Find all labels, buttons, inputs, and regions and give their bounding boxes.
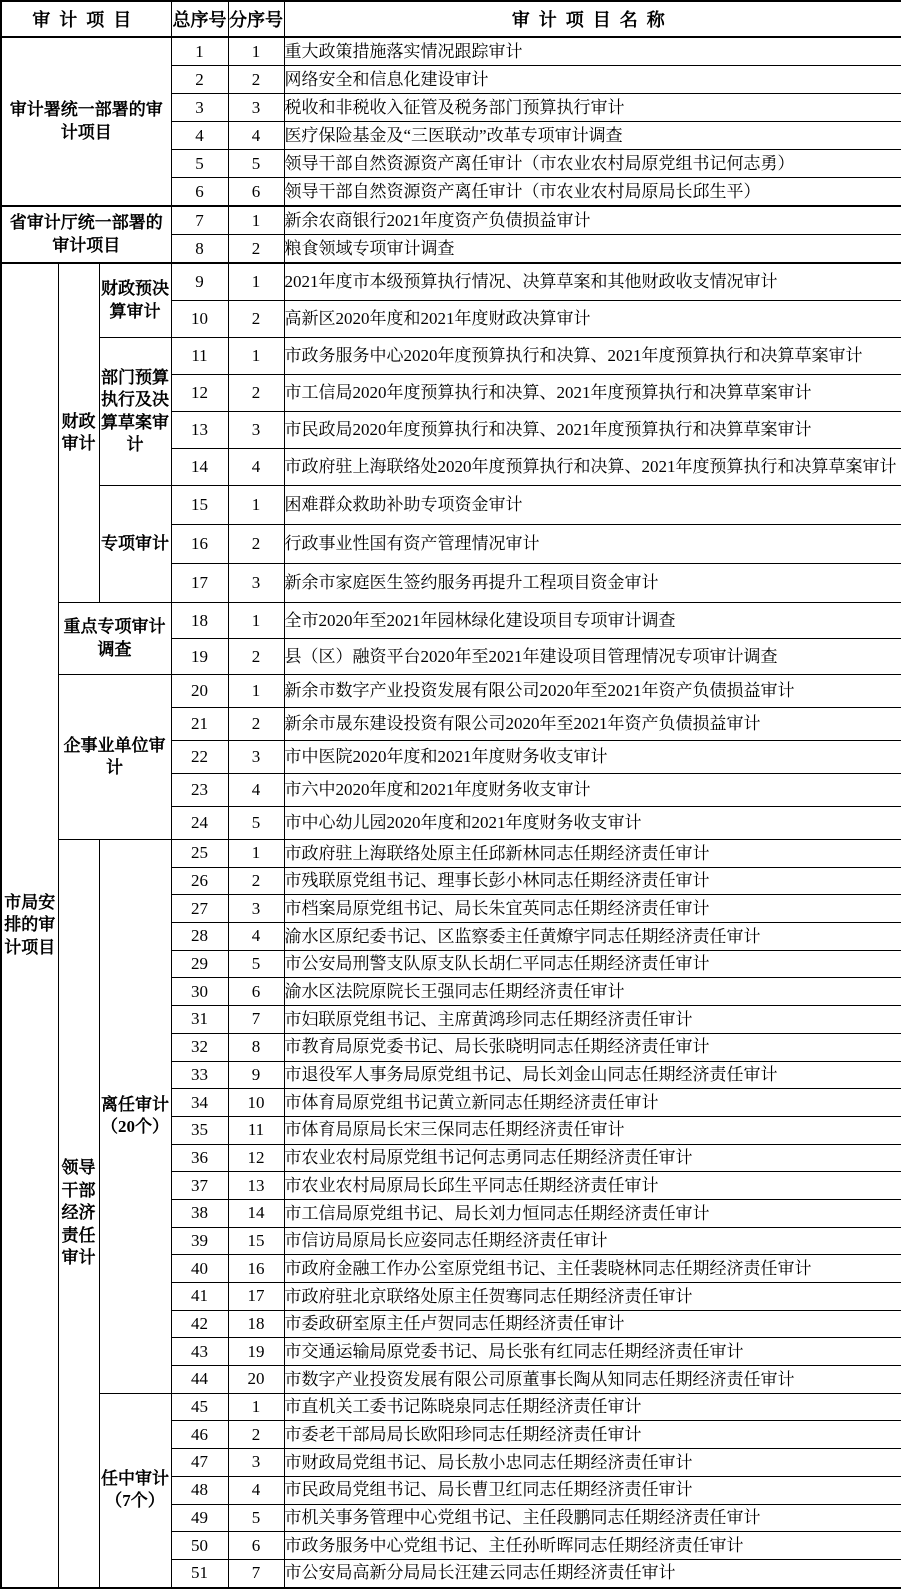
total-no-cell: 32 bbox=[171, 1033, 228, 1061]
project-name-cell: 网络安全和信息化建设审计 bbox=[284, 66, 901, 94]
header-total-no: 总序号 bbox=[171, 1, 228, 37]
sub-no-cell: 6 bbox=[228, 178, 284, 207]
total-no-cell: 11 bbox=[171, 338, 228, 375]
project-name-cell: 市农业农村局原党组书记何志勇同志任期经济责任审计 bbox=[284, 1144, 901, 1172]
total-no-cell: 43 bbox=[171, 1338, 228, 1366]
total-no-cell: 45 bbox=[171, 1393, 228, 1421]
sub-no-cell: 5 bbox=[228, 807, 284, 840]
project-name-cell: 市数字产业投资发展有限公司原董事长陶从知同志任期经济责任审计 bbox=[284, 1366, 901, 1394]
sub-no-cell: 9 bbox=[228, 1061, 284, 1089]
total-no-cell: 23 bbox=[171, 774, 228, 807]
table-row bbox=[1, 37, 901, 66]
total-no-cell: 26 bbox=[171, 867, 228, 895]
header-row bbox=[1, 1, 901, 37]
group-cell-dept-budget: 部门预算执行及决算草案审计 bbox=[99, 338, 171, 486]
project-name-cell: 市委政研室原主任卢贺同志任期经济责任审计 bbox=[284, 1310, 901, 1338]
group-cell-enterprise-institution: 企事业单位审计 bbox=[58, 675, 171, 840]
sub-no-cell: 5 bbox=[228, 1504, 284, 1532]
sub-no-cell: 1 bbox=[228, 206, 284, 235]
project-name-cell: 市中医院2020年度和2021年度财务收支审计 bbox=[284, 741, 901, 774]
total-no-cell: 25 bbox=[171, 840, 228, 868]
sub-no-cell: 20 bbox=[228, 1366, 284, 1394]
sub-no-cell: 19 bbox=[228, 1338, 284, 1366]
sub-no-cell: 1 bbox=[228, 603, 284, 639]
project-name-cell: 新余市家庭医生签约服务再提升工程项目资金审计 bbox=[284, 564, 901, 603]
total-no-cell: 44 bbox=[171, 1366, 228, 1394]
total-no-cell: 35 bbox=[171, 1116, 228, 1144]
total-no-cell: 10 bbox=[171, 301, 228, 338]
group-cell-special-audit: 专项审计 bbox=[99, 486, 171, 603]
total-no-cell: 31 bbox=[171, 1006, 228, 1034]
sub-no-cell: 3 bbox=[228, 741, 284, 774]
sub-no-cell: 2 bbox=[228, 639, 284, 675]
sub-no-cell: 6 bbox=[228, 1532, 284, 1560]
group-cell-key-special-investigation: 重点专项审计调查 bbox=[58, 603, 171, 675]
total-no-cell: 21 bbox=[171, 708, 228, 741]
project-name-cell: 市退役军人事务局原党组书记、局长刘金山同志任期经济责任审计 bbox=[284, 1061, 901, 1089]
sub-no-cell: 2 bbox=[228, 66, 284, 94]
project-name-cell: 市交通运输局原党委书记、局长张有红同志任期经济责任审计 bbox=[284, 1338, 901, 1366]
total-no-cell: 28 bbox=[171, 923, 228, 951]
project-name-cell: 市财政局党组书记、局长敖小忠同志任期经济责任审计 bbox=[284, 1449, 901, 1477]
group-cell-budget-final-accounts: 财政预决算审计 bbox=[99, 263, 171, 338]
total-no-cell: 3 bbox=[171, 94, 228, 122]
project-name-cell: 市工信局原党组书记、局长刘力恒同志任期经济责任审计 bbox=[284, 1199, 901, 1227]
project-name-cell: 市政府驻北京联络处原主任贺骞同志任期经济责任审计 bbox=[284, 1283, 901, 1311]
total-no-cell: 6 bbox=[171, 178, 228, 207]
project-name-cell: 市妇联原党组书记、主席黄鸿珍同志任期经济责任审计 bbox=[284, 1006, 901, 1034]
project-name-cell: 渝水区原纪委书记、区监察委主任黄燎宇同志任期经济责任审计 bbox=[284, 923, 901, 951]
sub-no-cell: 11 bbox=[228, 1116, 284, 1144]
sub-no-cell: 2 bbox=[228, 708, 284, 741]
sub-no-cell: 12 bbox=[228, 1144, 284, 1172]
total-no-cell: 13 bbox=[171, 412, 228, 449]
total-no-cell: 16 bbox=[171, 525, 228, 564]
total-no-cell: 40 bbox=[171, 1255, 228, 1283]
total-no-cell: 9 bbox=[171, 263, 228, 301]
sub-no-cell: 13 bbox=[228, 1172, 284, 1200]
group-cell-national: 审计署统一部署的审计项目 bbox=[1, 37, 171, 206]
project-name-cell: 领导干部自然资源资产离任审计（市农业农村局原局长邱生平） bbox=[284, 178, 901, 207]
total-no-cell: 12 bbox=[171, 375, 228, 412]
total-no-cell: 18 bbox=[171, 603, 228, 639]
total-no-cell: 33 bbox=[171, 1061, 228, 1089]
sub-no-cell: 1 bbox=[228, 486, 284, 525]
project-name-cell: 医疗保险基金及“三医联动”改革专项审计调查 bbox=[284, 122, 901, 150]
sub-no-cell: 2 bbox=[228, 867, 284, 895]
table-row bbox=[1, 840, 901, 868]
project-name-cell: 市政务服务中心2020年度预算执行和决算、2021年度预算执行和决算草案审计 bbox=[284, 338, 901, 375]
total-no-cell: 47 bbox=[171, 1449, 228, 1477]
sub-no-cell: 1 bbox=[228, 1393, 284, 1421]
project-name-cell: 市中心幼儿园2020年度和2021年度财务收支审计 bbox=[284, 807, 901, 840]
total-no-cell: 2 bbox=[171, 66, 228, 94]
total-no-cell: 48 bbox=[171, 1476, 228, 1504]
table-row bbox=[1, 338, 901, 375]
sub-no-cell: 5 bbox=[228, 950, 284, 978]
header-project-name: 审计项目名称 bbox=[284, 1, 901, 37]
sub-no-cell: 3 bbox=[228, 895, 284, 923]
sub-no-cell: 1 bbox=[228, 338, 284, 375]
sub-no-cell: 7 bbox=[228, 1559, 284, 1587]
project-name-cell: 领导干部自然资源资产离任审计（市农业农村局原党组书记何志勇） bbox=[284, 150, 901, 178]
total-no-cell: 5 bbox=[171, 150, 228, 178]
project-name-cell: 新余市数字产业投资发展有限公司2020年至2021年资产负债损益审计 bbox=[284, 675, 901, 708]
sub-no-cell: 3 bbox=[228, 94, 284, 122]
table-row bbox=[1, 486, 901, 525]
sub-no-cell: 15 bbox=[228, 1227, 284, 1255]
table-row bbox=[1, 263, 901, 301]
total-no-cell: 24 bbox=[171, 807, 228, 840]
project-name-cell: 市民政局党组书记、局长曹卫红同志任期经济责任审计 bbox=[284, 1476, 901, 1504]
project-name-cell: 市民政局2020年度预算执行和决算、2021年度预算执行和决算草案审计 bbox=[284, 412, 901, 449]
project-name-cell: 高新区2020年度和2021年度财政决算审计 bbox=[284, 301, 901, 338]
project-name-cell: 税收和非税收入征管及税务部门预算执行审计 bbox=[284, 94, 901, 122]
project-name-cell: 市政府金融工作办公室原党组书记、主任裴晓林同志任期经济责任审计 bbox=[284, 1255, 901, 1283]
sub-no-cell: 1 bbox=[228, 263, 284, 301]
project-name-cell: 市工信局2020年度预算执行和决算、2021年度预算执行和决算草案审计 bbox=[284, 375, 901, 412]
project-name-cell: 市政府驻上海联络处2020年度预算执行和决算、2021年度预算执行和决算草案审计 bbox=[284, 449, 901, 486]
project-name-cell: 市政务服务中心党组书记、主任孙昕晖同志任期经济责任审计 bbox=[284, 1532, 901, 1560]
sub-no-cell: 4 bbox=[228, 923, 284, 951]
sub-no-cell: 14 bbox=[228, 1199, 284, 1227]
sub-no-cell: 17 bbox=[228, 1283, 284, 1311]
sub-no-cell: 4 bbox=[228, 774, 284, 807]
total-no-cell: 8 bbox=[171, 235, 228, 264]
sub-no-cell: 8 bbox=[228, 1033, 284, 1061]
group-cell-municipal: 市局安排的审计项目 bbox=[1, 263, 58, 1588]
project-name-cell: 市残联原党组书记、理事长彭小林同志任期经济责任审计 bbox=[284, 867, 901, 895]
project-name-cell: 市信访局原局长应姿同志任期经济责任审计 bbox=[284, 1227, 901, 1255]
total-no-cell: 39 bbox=[171, 1227, 228, 1255]
total-no-cell: 37 bbox=[171, 1172, 228, 1200]
project-name-cell: 重大政策措施落实情况跟踪审计 bbox=[284, 37, 901, 66]
sub-no-cell: 3 bbox=[228, 564, 284, 603]
total-no-cell: 30 bbox=[171, 978, 228, 1006]
project-name-cell: 市机关事务管理中心党组书记、主任段鹏同志任期经济责任审计 bbox=[284, 1504, 901, 1532]
total-no-cell: 4 bbox=[171, 122, 228, 150]
table-row bbox=[1, 675, 901, 708]
total-no-cell: 27 bbox=[171, 895, 228, 923]
project-name-cell: 市直机关工委书记陈晓泉同志任期经济责任审计 bbox=[284, 1393, 901, 1421]
total-no-cell: 29 bbox=[171, 950, 228, 978]
sub-no-cell: 1 bbox=[228, 675, 284, 708]
project-name-cell: 市农业农村局原局长邱生平同志任期经济责任审计 bbox=[284, 1172, 901, 1200]
group-cell-departure-audit: 离任审计（20个） bbox=[99, 840, 171, 1394]
total-no-cell: 20 bbox=[171, 675, 228, 708]
project-name-cell: 市体育局原党组书记黄立新同志任期经济责任审计 bbox=[284, 1089, 901, 1117]
sub-no-cell: 4 bbox=[228, 449, 284, 486]
total-no-cell: 15 bbox=[171, 486, 228, 525]
project-name-cell: 市六中2020年度和2021年度财务收支审计 bbox=[284, 774, 901, 807]
project-name-cell: 困难群众救助补助专项资金审计 bbox=[284, 486, 901, 525]
sub-no-cell: 18 bbox=[228, 1310, 284, 1338]
sub-no-cell: 1 bbox=[228, 37, 284, 66]
total-no-cell: 50 bbox=[171, 1532, 228, 1560]
total-no-cell: 22 bbox=[171, 741, 228, 774]
sub-no-cell: 7 bbox=[228, 1006, 284, 1034]
header-project: 审计项目 bbox=[1, 1, 171, 37]
project-name-cell: 新余农商银行2021年度资产负债损益审计 bbox=[284, 206, 901, 235]
sub-no-cell: 5 bbox=[228, 150, 284, 178]
project-name-cell: 市公安局高新分局局长汪建云同志任期经济责任审计 bbox=[284, 1559, 901, 1587]
total-no-cell: 14 bbox=[171, 449, 228, 486]
group-cell-provincial: 省审计厅统一部署的审计项目 bbox=[1, 206, 171, 263]
project-name-cell: 行政事业性国有资产管理情况审计 bbox=[284, 525, 901, 564]
project-name-cell: 新余市晟东建设投资有限公司2020年至2021年资产负债损益审计 bbox=[284, 708, 901, 741]
sub-no-cell: 2 bbox=[228, 525, 284, 564]
sub-no-cell: 3 bbox=[228, 1449, 284, 1477]
project-name-cell: 粮食领域专项审计调查 bbox=[284, 235, 901, 264]
project-name-cell: 县（区）融资平台2020年至2021年建设项目管理情况专项审计调查 bbox=[284, 639, 901, 675]
total-no-cell: 34 bbox=[171, 1089, 228, 1117]
total-no-cell: 17 bbox=[171, 564, 228, 603]
project-name-cell: 市公安局刑警支队原支队长胡仁平同志任期经济责任审计 bbox=[284, 950, 901, 978]
project-name-cell: 2021年度市本级预算执行情况、决算草案和其他财政收支情况审计 bbox=[284, 263, 901, 301]
sub-no-cell: 2 bbox=[228, 235, 284, 264]
group-cell-fiscal-audit: 财政审计 bbox=[58, 263, 99, 603]
total-no-cell: 51 bbox=[171, 1559, 228, 1587]
table-row bbox=[1, 603, 901, 639]
sub-no-cell: 16 bbox=[228, 1255, 284, 1283]
project-name-cell: 市政府驻上海联络处原主任邱新林同志任期经济责任审计 bbox=[284, 840, 901, 868]
project-name-cell: 市教育局原党委书记、局长张晓明同志任期经济责任审计 bbox=[284, 1033, 901, 1061]
project-name-cell: 渝水区法院原院长王强同志任期经济责任审计 bbox=[284, 978, 901, 1006]
total-no-cell: 36 bbox=[171, 1144, 228, 1172]
total-no-cell: 49 bbox=[171, 1504, 228, 1532]
sub-no-cell: 10 bbox=[228, 1089, 284, 1117]
sub-no-cell: 2 bbox=[228, 301, 284, 338]
total-no-cell: 7 bbox=[171, 206, 228, 235]
group-cell-leading-cadre-erp: 领导干部经济责任审计 bbox=[58, 840, 99, 1588]
total-no-cell: 38 bbox=[171, 1199, 228, 1227]
total-no-cell: 42 bbox=[171, 1310, 228, 1338]
sub-no-cell: 4 bbox=[228, 1476, 284, 1504]
sub-no-cell: 4 bbox=[228, 122, 284, 150]
table-row bbox=[1, 1393, 901, 1421]
total-no-cell: 1 bbox=[171, 37, 228, 66]
header-sub-no: 分序号 bbox=[228, 1, 284, 37]
sub-no-cell: 1 bbox=[228, 840, 284, 868]
group-cell-incumbent-audit: 任中审计（7个） bbox=[99, 1393, 171, 1587]
project-name-cell: 全市2020年至2021年园林绿化建设项目专项审计调查 bbox=[284, 603, 901, 639]
total-no-cell: 41 bbox=[171, 1283, 228, 1311]
table-row bbox=[1, 206, 901, 235]
sub-no-cell: 2 bbox=[228, 1421, 284, 1449]
sub-no-cell: 3 bbox=[228, 412, 284, 449]
sub-no-cell: 2 bbox=[228, 375, 284, 412]
total-no-cell: 19 bbox=[171, 639, 228, 675]
project-name-cell: 市档案局原党组书记、局长朱宜英同志任期经济责任审计 bbox=[284, 895, 901, 923]
sub-no-cell: 6 bbox=[228, 978, 284, 1006]
project-name-cell: 市体育局原局长宋三保同志任期经济责任审计 bbox=[284, 1116, 901, 1144]
total-no-cell: 46 bbox=[171, 1421, 228, 1449]
project-name-cell: 市委老干部局局长欧阳珍同志任期经济责任审计 bbox=[284, 1421, 901, 1449]
